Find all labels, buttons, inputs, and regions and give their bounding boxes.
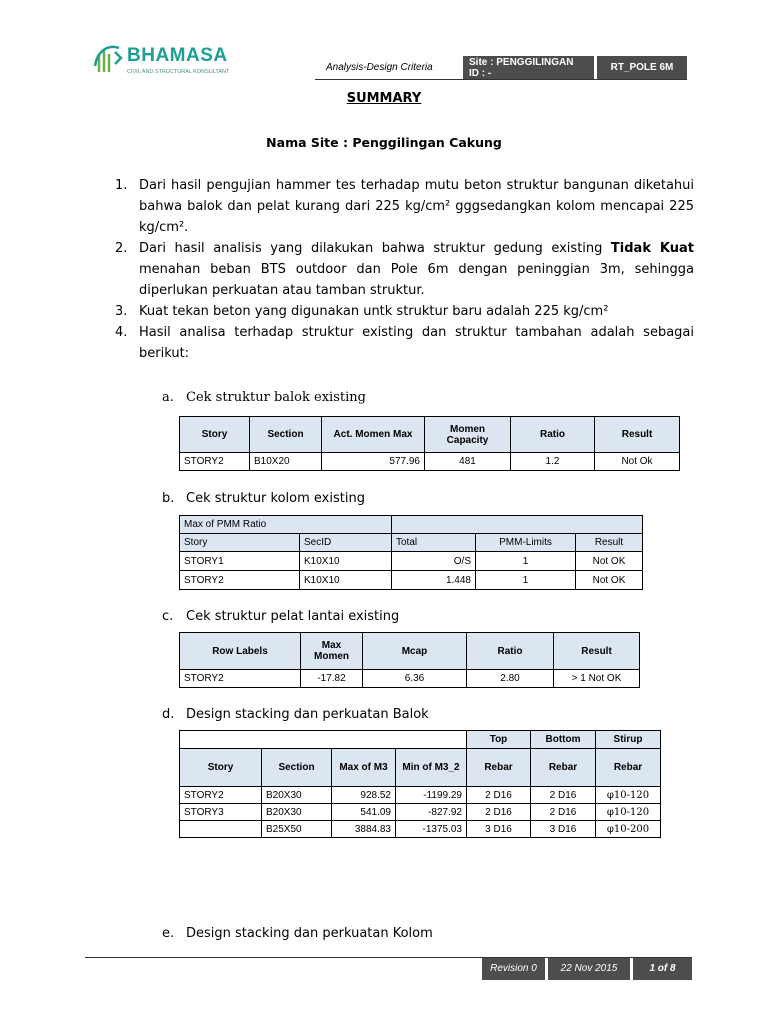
section-a-heading: a. Cek struktur balok existing [162, 390, 366, 405]
section-d-heading: d. Design stacking dan perkuatan Balok [162, 707, 429, 722]
table-row: STORY2 -17.82 6.36 2.80 > 1 Not OK [180, 670, 640, 688]
section-e-heading: e. Design stacking dan perkuatan Kolom [162, 926, 433, 941]
table-row: STORY2 B10X20 577.96 481 1.2 Not Ok [180, 453, 680, 471]
header-rt-box: RT_POLE 6M [597, 56, 687, 79]
table-row: STORY1 K10X10 O/S 1 Not OK [180, 552, 643, 571]
footer-page: 1 of 8 [633, 958, 692, 980]
list-item: 4. Hasil analisa terhadap struktur existing dan struktur tambahan adalah sebagai berikut: [115, 325, 694, 361]
header-id-line: ID : - [469, 68, 492, 79]
header-site-box [463, 56, 594, 79]
page-title: SUMMARY [346, 91, 422, 106]
site-name: Nama Site : Penggilingan Cakung [266, 135, 502, 150]
summary-list [115, 175, 694, 364]
header-site-line: Site : PENGGILINGAN [469, 57, 574, 68]
logo-name: BHAMASA [127, 45, 228, 66]
table-row: STORY2 K10X10 1.448 1 Not OK [180, 571, 643, 590]
header-divider [315, 79, 687, 80]
company-logo [93, 42, 233, 82]
header-criteria: Analysis-Design Criteria [326, 62, 433, 73]
list-item: 2. Dari hasil analisis yang dilakukan bahwa struktur gedung existing Tidak Kuat menahan beban BTS outdoor dan Pole 6m dengan peninggian 3m, sehingga diperlukan perkuatan atau tamban struktur. [115, 241, 694, 298]
table-row: STORY2 B20X30 928.52 -1199.29 2 D16 2 D16 φ10-120 [180, 787, 661, 804]
table-kolom-existing: Max of PMM Ratio Story SecID Total PMM-Limits Result STORY1 K10X10 O/S 1 Not OK STORY2 K10X10 1.448 1 Not OK [179, 515, 643, 590]
table-pelat-existing: Row Labels Max Momen Mcap Ratio Result STORY2 -17.82 6.36 2.80 > 1 Not OK [179, 632, 640, 688]
footer-date: 22 Nov 2015 [548, 958, 630, 980]
table-design-balok: Top Bottom Stirup Story Section Max of M3 Min of M3_2 Rebar Rebar Rebar STORY2 B20X30 928.52 -1199.29 2 D16 2 D16 φ10-120 STORY3 B20X30 541.09 -827.92 2 D16 2 D16 φ10-120 B25X50 3884.83 -1375.03 3 D16 3 D16 φ10-200 [179, 730, 661, 838]
section-c-heading: c. Cek struktur pelat lantai existing [162, 609, 400, 624]
table-row: B25X50 3884.83 -1375.03 3 D16 3 D16 φ10-200 [180, 821, 661, 838]
table-balok-existing: Story Section Act. Momen Max Momen Capacity Ratio Result STORY2 B10X20 577.96 481 1.2 Not Ok [179, 416, 680, 471]
emphasis-text: Tidak Kuat [610, 241, 694, 256]
list-item: 1. Dari hasil pengujian hammer tes terhadap mutu beton struktur bangunan diketahui bahwa balok dan pelat kurang dari 225 kg/cm² gggsedangkan kolom mencapai 225 kg/cm². [115, 178, 694, 235]
logo-mark-icon [93, 42, 125, 76]
section-b-heading: b. Cek struktur kolom existing [162, 491, 365, 506]
list-item: 3. Kuat tekan beton yang digunakan untk struktur baru adalah 225 kg/cm² [115, 304, 609, 319]
footer-revision: Revision 0 [482, 958, 545, 980]
logo-tagline: CIVIL AND STRUCTURAL KONSULTANT [127, 69, 230, 75]
table-row: STORY3 B20X30 541.09 -827.92 2 D16 2 D16 φ10-120 [180, 804, 661, 821]
